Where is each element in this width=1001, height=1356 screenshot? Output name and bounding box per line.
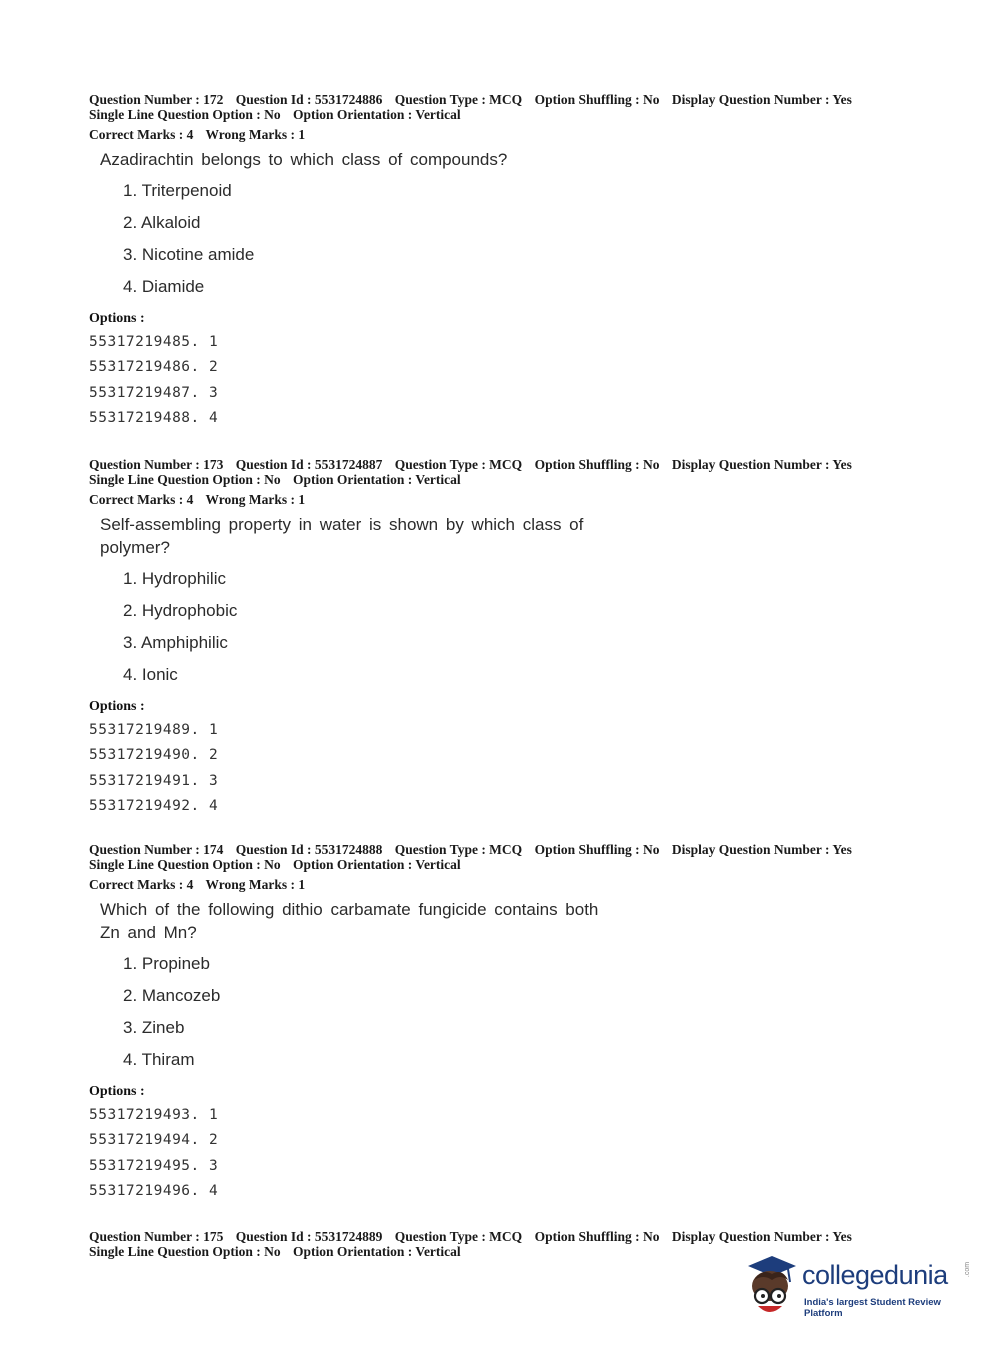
- collegedunia-logo: [742, 1252, 972, 1320]
- option-shuffling: Option Shuffling : No: [534, 457, 660, 472]
- question-meta-line-1: [89, 457, 909, 472]
- question-block-174: [89, 842, 909, 1205]
- answer-choice: 1. Propineb: [123, 954, 210, 973]
- question-number: Question Number : 173: [89, 457, 224, 472]
- answer-choice: 2. Hydrophobic: [123, 601, 238, 620]
- logo-tagline: India's largest Student Review Platform: [804, 1297, 941, 1319]
- option-id: 55317219496. 4: [89, 1183, 219, 1200]
- answer-choices: [123, 563, 909, 691]
- answer-choice: 1. Hydrophilic: [123, 569, 226, 588]
- question-number: Question Number : 174: [89, 842, 224, 857]
- answer-choice: 4. Diamide: [123, 277, 205, 296]
- question-type: Question Type : MCQ: [394, 1229, 523, 1244]
- wrong-marks: Wrong Marks : 1: [205, 492, 306, 507]
- single-line-option: Single Line Question Option : No: [89, 857, 281, 872]
- option-orientation: Option Orientation : Vertical: [293, 857, 461, 872]
- option-id-list: [89, 1103, 909, 1205]
- question-meta-line-2: [89, 857, 909, 872]
- option-id: 55317219485. 1: [89, 334, 219, 350]
- marks-line: [89, 127, 909, 142]
- answer-choice: 4. Thiram: [123, 1050, 195, 1069]
- question-stem: Which of the following dithio carbamate fungicide contains both Zn and Mn?: [100, 900, 599, 942]
- question-stem: Azadirachtin belongs to which class of compounds?: [100, 150, 508, 169]
- option-id: 55317219490. 2: [89, 747, 219, 764]
- correct-marks: Correct Marks : 4: [89, 877, 194, 892]
- answer-choices: [123, 175, 909, 303]
- question-number: Question Number : 175: [89, 1229, 224, 1244]
- option-id: 55317219494. 2: [89, 1132, 219, 1149]
- question-meta-line-2: [89, 472, 909, 487]
- question-number: Question Number : 172: [89, 92, 224, 107]
- mascot-icon: [742, 1252, 802, 1320]
- option-id: 55317219495. 3: [89, 1157, 219, 1174]
- option-id: 55317219492. 4: [89, 798, 219, 815]
- single-line-option: Single Line Question Option : No: [89, 472, 281, 487]
- question-meta-line-1: [89, 1229, 909, 1244]
- option-id: 55317219487. 3: [89, 384, 219, 401]
- option-id-list: [89, 330, 909, 432]
- option-id: 55317219486. 2: [89, 359, 219, 376]
- answer-choice: 3. Amphiphilic: [123, 633, 228, 652]
- answer-choice: 3. Nicotine amide: [123, 245, 255, 264]
- marks-line: [89, 877, 909, 892]
- question-type: Question Type : MCQ: [394, 92, 523, 107]
- option-orientation: Option Orientation : Vertical: [293, 472, 461, 487]
- option-id: 55317219489. 1: [89, 722, 219, 738]
- options-label: Options :: [89, 311, 145, 326]
- question-block-173: [89, 457, 909, 820]
- option-orientation: Option Orientation : Vertical: [293, 107, 461, 122]
- logo-wordmark: collegedunia: [802, 1260, 948, 1290]
- option-id: 55317219493. 1: [89, 1107, 219, 1123]
- answer-choice: 4. Ionic: [123, 665, 178, 684]
- single-line-option: Single Line Question Option : No: [89, 1244, 281, 1259]
- wrong-marks: Wrong Marks : 1: [205, 877, 306, 892]
- question-meta-line-1: [89, 92, 909, 107]
- option-shuffling: Option Shuffling : No: [534, 92, 660, 107]
- wrong-marks: Wrong Marks : 1: [205, 127, 306, 142]
- question-stem: Self-assembling property in water is shown by which class of polymer?: [100, 515, 584, 557]
- options-label: Options :: [89, 699, 145, 714]
- options-label: Options :: [89, 1084, 145, 1099]
- question-id: Question Id : 5531724888: [235, 842, 383, 857]
- logo-suffix: .com: [964, 1261, 972, 1278]
- answer-choice: 2. Mancozeb: [123, 986, 221, 1005]
- correct-marks: Correct Marks : 4: [89, 127, 194, 142]
- option-id: 55317219488. 4: [89, 410, 219, 427]
- option-shuffling: Option Shuffling : No: [534, 1229, 660, 1244]
- option-id-list: [89, 718, 909, 820]
- display-question-number: Display Question Number : Yes: [671, 457, 852, 472]
- display-question-number: Display Question Number : Yes: [671, 92, 852, 107]
- question-id: Question Id : 5531724886: [235, 92, 383, 107]
- question-id: Question Id : 5531724887: [235, 457, 383, 472]
- marks-line: [89, 492, 909, 507]
- question-id: Question Id : 5531724889: [235, 1229, 383, 1244]
- question-meta-line-2: [89, 107, 909, 122]
- answer-choices: [123, 948, 909, 1076]
- answer-choice: 1. Triterpenoid: [123, 181, 232, 200]
- answer-choice: 3. Zineb: [123, 1018, 185, 1037]
- single-line-option: Single Line Question Option : No: [89, 107, 281, 122]
- option-shuffling: Option Shuffling : No: [534, 842, 660, 857]
- display-question-number: Display Question Number : Yes: [671, 1229, 852, 1244]
- display-question-number: Display Question Number : Yes: [671, 842, 852, 857]
- correct-marks: Correct Marks : 4: [89, 492, 194, 507]
- answer-choice: 2. Alkaloid: [123, 213, 201, 232]
- question-meta-line-1: [89, 842, 909, 857]
- option-id: 55317219491. 3: [89, 772, 219, 789]
- question-block-172: [89, 92, 909, 432]
- question-type: Question Type : MCQ: [394, 842, 523, 857]
- option-orientation: Option Orientation : Vertical: [293, 1244, 461, 1259]
- question-type: Question Type : MCQ: [394, 457, 523, 472]
